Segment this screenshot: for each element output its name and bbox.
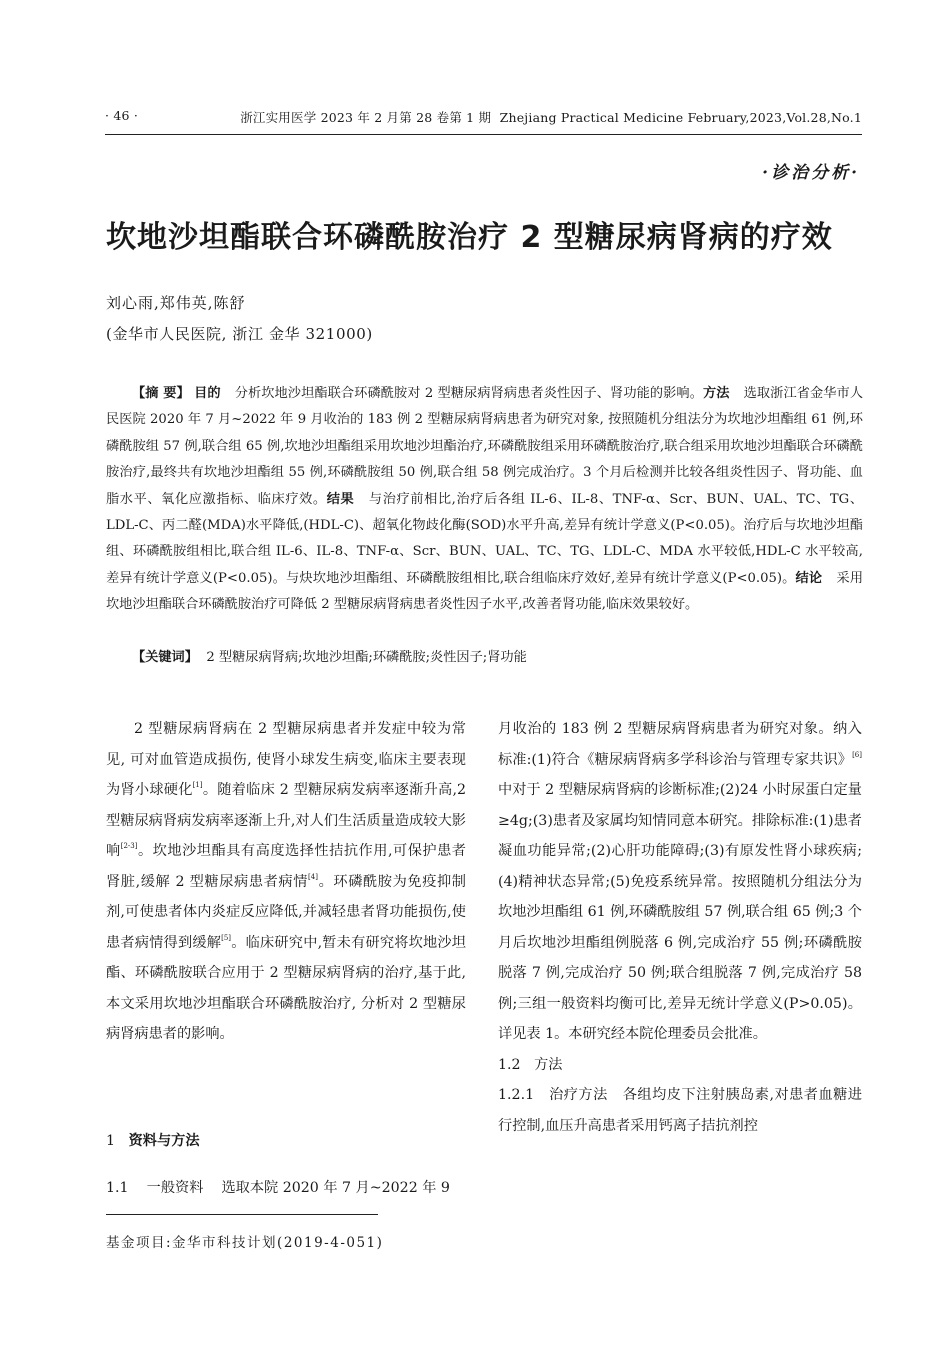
ref-1: [1]	[192, 781, 203, 789]
running-header	[240, 108, 862, 126]
journal-name-en: Zhejiang Practical Medicine February,2023,Vol.28,No.1	[499, 110, 862, 125]
abstract-label: 【摘 要】	[132, 386, 190, 401]
conclusion-label: 结论	[795, 570, 823, 586]
conclusion-text: 采用坎地沙坦酯联合环磷酰胺治疗可降低 2 型糖尿病肾病患者炎性因子水平,改善者肾功能,临床效果较好。	[106, 570, 864, 613]
intro-text-5: 。临床研究中,暂未有研究将坎地沙坦酯、环磷酰胺联合应用于 2 型糖尿病肾病的治疗,基于此,本文采用坎地沙坦酯联合环磷酰胺治疗, 分析对 2 型糖尿病肾病患者的影响。	[106, 934, 466, 1042]
section-1-2-number: 1.2	[498, 1056, 521, 1073]
section-1-2-heading	[498, 1050, 862, 1081]
section-1-2-1-paragraph	[498, 1080, 862, 1141]
section-1-title: 资料与方法	[128, 1133, 200, 1149]
subsection-1-1-number: 1.1	[106, 1180, 129, 1196]
intro-text-1: 2 型糖尿病肾病在 2 型糖尿病患者并发症中较为常见, 可对血管造成损伤, 使肾小球发生病变,临床主要表现为肾小球硬化	[106, 721, 466, 798]
section-1-number: 1	[106, 1133, 116, 1149]
keywords	[132, 646, 527, 665]
section-1-2-1-title: 治疗方法	[549, 1087, 608, 1103]
purpose-label: 目的	[194, 386, 221, 401]
journal-name: 浙江实用医学 2023 年 2 月第 28 卷第 1 期	[240, 110, 492, 125]
abstract	[106, 381, 863, 619]
section-1-2-1-text: 各组均皮下注射胰岛素,对患者血糖进行控制,血压升高患者采用钙离子拮抗剂控	[498, 1087, 862, 1134]
intro-text-4: 。环磷酰胺为免疫抑制剂,可使患者体内炎症反应降低,并减轻患者肾功能损伤,使患者病情得到缓解	[106, 873, 466, 951]
keywords-text: 2 型糖尿病肾病;坎地沙坦酯;环磷酰胺;炎性因子;肾功能	[206, 650, 527, 665]
page-number: · 46 ·	[105, 108, 138, 123]
footnote: 基金项目:金华市科技计划(2019-4-051)	[106, 1235, 384, 1251]
authors: 刘心雨,郑伟英,陈舒	[106, 294, 246, 312]
body-right-column	[498, 714, 862, 1141]
result-label: 结果	[326, 491, 355, 507]
intro-text-3: 。坎地沙坦酯具有高度选择性拮抗作用,可保护患者肾脏,缓解 2 型糖尿病患者病情	[106, 843, 466, 890]
affiliation: (金华市人民医院, 浙江 金华 321000)	[106, 325, 373, 343]
ref-6: [6]	[852, 750, 862, 759]
general-data-text-2: 中对于 2 型糖尿病肾病的诊断标准;(2)24 小时尿蛋白定量≥4g;(3)患者及家属均知情同意本研究。排除标准:(1)患者凝血功能异常;(2)心肝功能障碍;(3)有原发性肾小球疾病;(4)精神状态异常;(5)免疫系统异常。按照随机分组法分为坎地沙坦酯组 61 例,环磷酰胺组 57 例,联合组 65 例;3 个月后坎地沙坦酯组例脱落 6 例,完成治疗 55 例;环磷酰胺脱落 7 例,完成治疗 50 例;联合组脱落 7 例,完成治疗 58 例;三组一般资料均衡可比,差异无统计学意义(P>0.05)。详见表 1。本研究经本院伦理委员会批准。	[498, 782, 862, 1042]
footnote-rule	[106, 1214, 378, 1215]
general-data-text-1: 月收治的 183 例 2 型糖尿病肾病患者为研究对象。纳入标准:(1)符合《糖尿病肾病多学科诊治与管理专家共识》	[498, 721, 862, 768]
ref-4: [4]	[308, 872, 318, 881]
result-text: 与治疗前相比,治疗后各组 IL-6、IL-8、TNF-α、Scr、BUN、UAL、TC、TG、LDL-C、丙二醛(MDA)水平降低,(HDL-C)、超氧化物歧化酶(SOD)水平升高,差异有统计学意义(P<0.05)。治疗后与坎地沙坦酯组、环磷酰胺组相比,联合组 IL-6、IL-8、TNF-α、Scr、BUN、UAL、TC、TG、LDL-C、MDA 水平较低,HDL-C 水平较高,差异有统计学意义(P<0.05)。与炔坎地沙坦酯组、环磷酰胺组相比,联合组临床疗效好,差异有统计学意义(P<0.05)。	[106, 491, 864, 586]
general-data-paragraph	[498, 714, 862, 1050]
ref-5: [5]	[221, 933, 232, 942]
section-1-heading	[106, 1130, 200, 1150]
subsection-1-1-title: 一般资料	[146, 1180, 204, 1196]
keywords-label: 【关键词】	[132, 650, 198, 665]
subsection-1-1	[106, 1177, 468, 1197]
section-tag: ·诊治分析·	[762, 163, 860, 183]
intro-text-2: 。随着临床 2 型糖尿病发病率逐渐升高,2 型糖尿病肾病发病率逐渐上升,对人们生活质量造成较大影响	[106, 782, 466, 859]
ref-2: [2-3]	[120, 842, 138, 850]
section-1-2-title: 方法	[534, 1056, 563, 1073]
method-text: 选取浙江省金华市人民医院 2020 年 7 月~2022 年 9 月收治的 183 例 2 型糖尿病肾病患者为研究对象, 按照随机分组法分为坎地沙坦酯组 61 例,环磷酰胺组 57 例,联合组 65 例,坎地沙坦酯组采用坎地沙坦酯治疗,环磷酰胺组采用环磷酰胺治疗,联合组采用坎地沙坦酯联合环磷酰胺治疗,最终共有坎地沙坦酯组 55 例,环磷酰胺组 50 例,联合组 58 例完成治疗。3 个月后检测并比较各组炎性因子、肾功能、血脂水平、氧化应激指标、临床疗效。	[106, 386, 864, 507]
method-label: 方法	[702, 386, 730, 401]
purpose-text: 分析坎地沙坦酯联合环磷酰胺对 2 型糖尿病肾病患者炎性因子、肾功能的影响。	[234, 386, 703, 401]
article-title: 坎地沙坦酯联合环磷酰胺治疗 2 型糖尿病肾病的疗效	[106, 220, 833, 255]
subsection-1-1-text: 选取本院 2020 年 7 月~2022 年 9	[221, 1180, 450, 1196]
section-1-2-1-number: 1.2.1	[498, 1087, 535, 1103]
intro-paragraph	[106, 714, 466, 1050]
body-left-column	[106, 714, 466, 1050]
header-rule	[105, 134, 862, 135]
